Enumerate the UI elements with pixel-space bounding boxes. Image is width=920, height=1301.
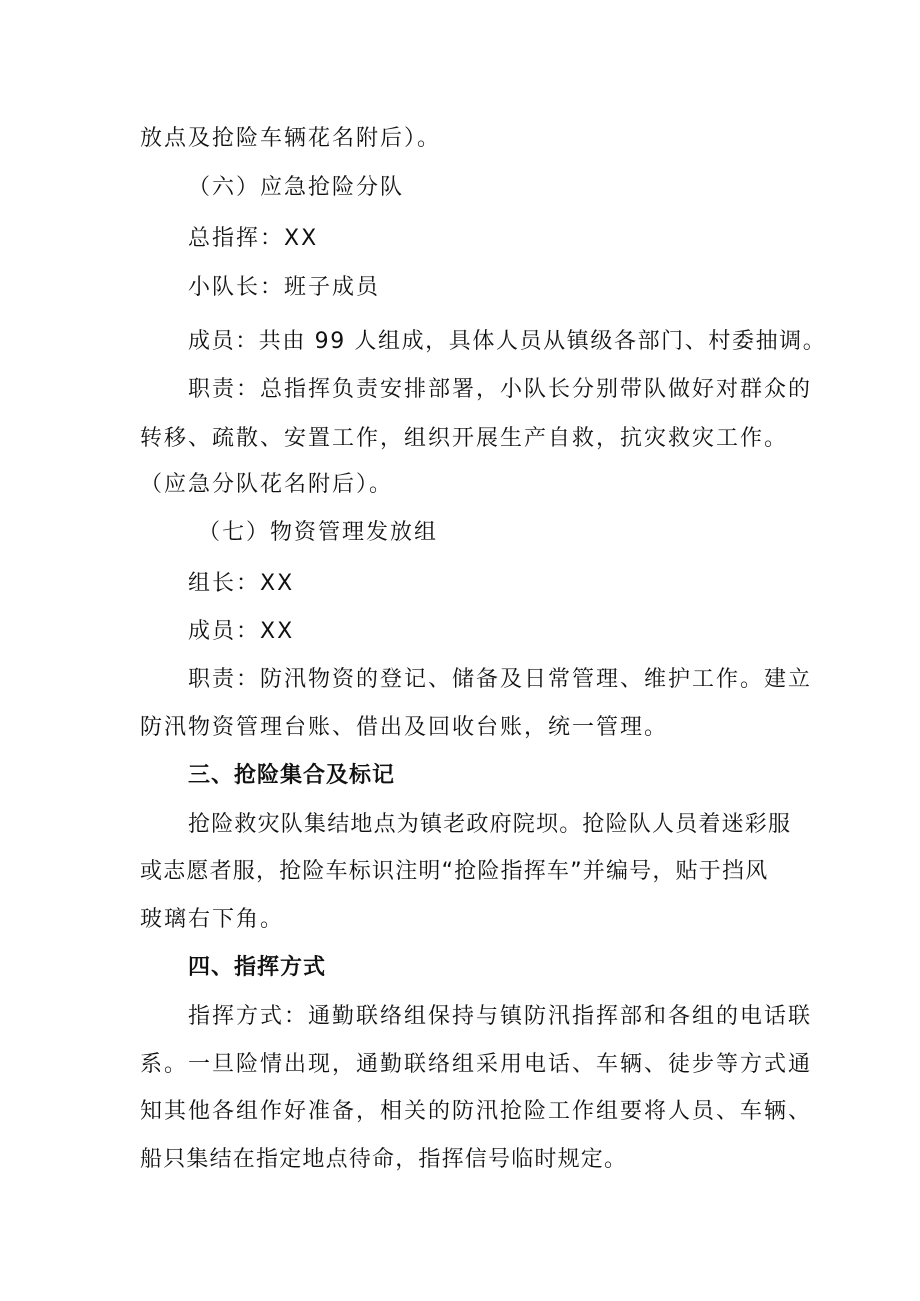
paragraph-line: （应急分队花名附后）。 [140, 472, 394, 497]
paragraph-line: 防汛物资管理台账、借出及回收台账，统一管理。 [140, 715, 669, 740]
paragraph-line: 职责：总指挥负责安排部署，小队长分别带队做好对群众的 [188, 377, 813, 402]
subsection-title-supplies-group: （七）物资管理发放组 [198, 520, 439, 545]
paragraph-line: 小队长：班子成员 [188, 275, 381, 300]
paragraph-line: 总指挥：XX [188, 226, 319, 251]
section-heading-command: 四、指挥方式 [188, 955, 327, 980]
paragraph-line: 成员：XX [188, 619, 295, 644]
paragraph-line: 知其他各组作好准备，相关的防汛抢险工作组要将人员、车辆、 [140, 1099, 813, 1124]
paragraph-line: 系。一旦险情出现，通勤联络组采用电话、车辆、徒步等方式通 [140, 1052, 813, 1077]
paragraph-line: 船只集结在指定地点待命，指挥信号临时规定。 [140, 1147, 628, 1172]
paragraph-line: 或志愿者服，抢险车标识注明“抢险指挥车”并编号，贴于挡风 [140, 859, 769, 884]
paragraph-line: 组长：XX [188, 571, 295, 596]
subsection-title-emergency-team: （六）应急抢险分队 [188, 175, 405, 200]
paragraph-line: 成员：共由 99 人组成，具体人员从镇级各部门、村委抽调。 [188, 329, 827, 354]
paragraph-line: 放点及抢险车辆花名附后）。 [140, 126, 442, 151]
paragraph-line: 指挥方式：通勤联络组保持与镇防汛指挥部和各组的电话联 [188, 1004, 813, 1029]
section-heading-assembly: 三、抢险集合及标记 [188, 763, 396, 788]
paragraph-line: 职责：防汛物资的登记、储备及日常管理、维护工作。建立 [188, 667, 813, 692]
paragraph-line: 抢险救灾队集结地点为镇老政府院坝。抢险队人员着迷彩服 [188, 812, 792, 837]
paragraph-line: 玻璃右下角。 [140, 907, 285, 932]
paragraph-line: 转移、疏散、安置工作，组织开展生产自救，抗灾救灾工作。 [140, 426, 789, 451]
